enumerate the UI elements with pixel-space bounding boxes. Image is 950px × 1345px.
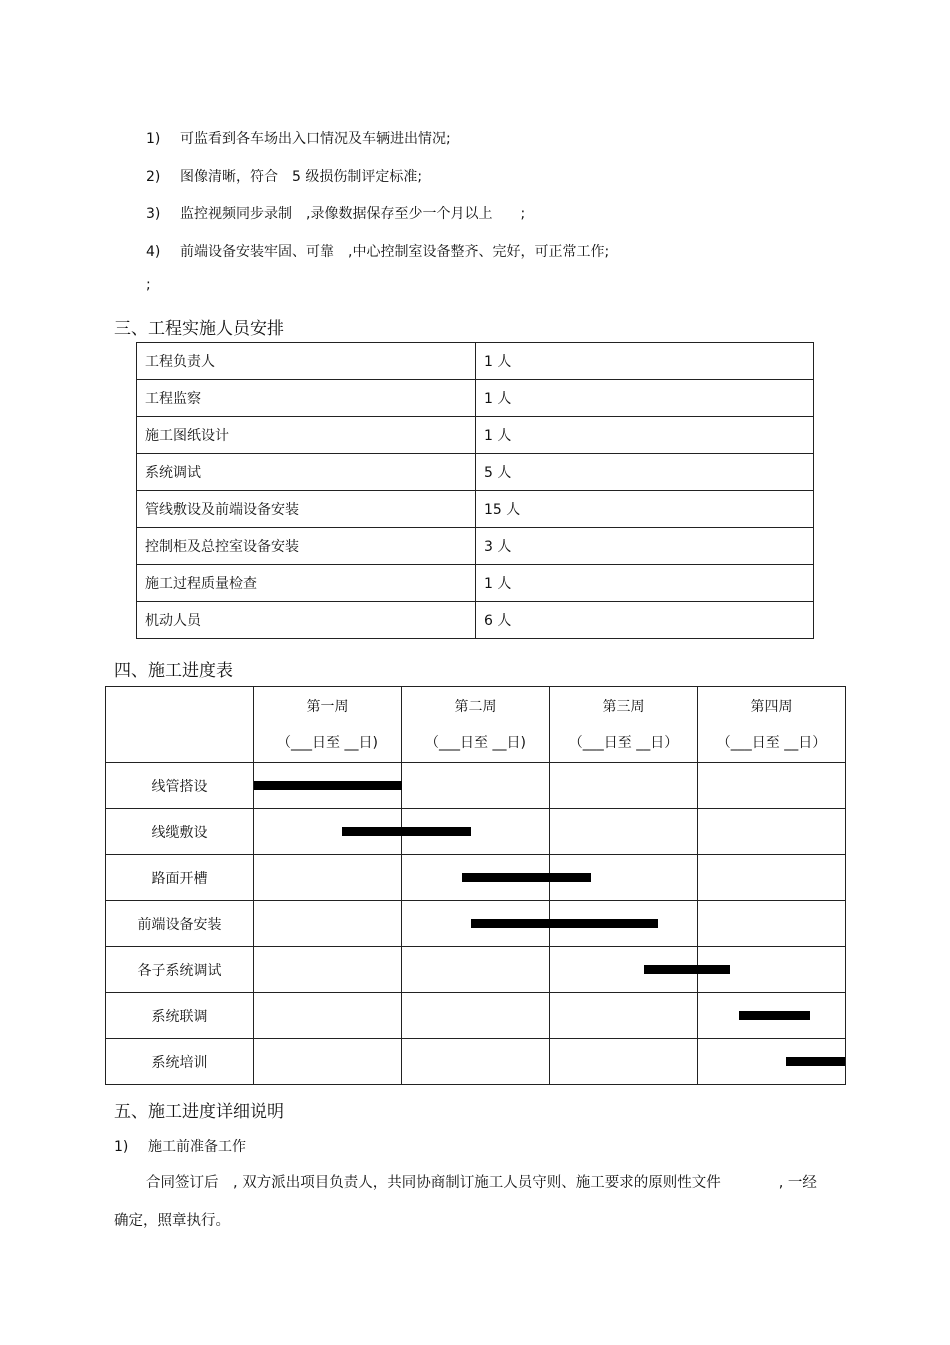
task-name-cell: 系统联调: [106, 993, 254, 1039]
week-3-header: [550, 687, 698, 763]
week-cell: [550, 993, 698, 1039]
staff-row: [137, 417, 814, 454]
staff-table: [136, 342, 814, 639]
staff-role-cell: 管线敷设及前端设备安装: [137, 491, 476, 528]
requirement-number: 4): [146, 244, 161, 260]
week-1-header: [254, 687, 402, 763]
task-name-cell: 线缆敷设: [106, 809, 254, 855]
week-cell: [254, 901, 402, 947]
requirement-item-3: [146, 203, 525, 223]
week-name: 第一周: [306, 698, 349, 715]
schedule-table: [105, 686, 846, 1085]
week-cell: [550, 809, 698, 855]
schedule-task-row: [106, 809, 846, 855]
staff-row: [137, 380, 814, 417]
gantt-bar: [462, 873, 591, 882]
task-name-cell: 前端设备安装: [106, 901, 254, 947]
staff-count-cell: 15 人: [476, 491, 814, 528]
gantt-bar: [342, 827, 471, 836]
subheading-number: 1): [114, 1139, 129, 1155]
staff-row: [137, 565, 814, 602]
requirement-item-4: [146, 241, 609, 261]
task-name-cell: 路面开槽: [106, 855, 254, 901]
week-range: （___日至 __日): [425, 734, 526, 751]
gantt-bar: [786, 1057, 845, 1066]
schedule-header-row: [106, 687, 846, 763]
schedule-task-row: [106, 947, 846, 993]
section5-heading: 五、施工进度详细说明: [114, 1102, 284, 1122]
week-cell: [254, 1039, 402, 1085]
week-name: 第二周: [454, 698, 497, 715]
week-cell: [698, 763, 846, 809]
week-range: （___日至 __日）: [716, 734, 827, 751]
stray-semicolon: ;: [146, 277, 151, 293]
week-cell: [550, 1039, 698, 1085]
section4-heading: 四、施工进度表: [114, 661, 233, 681]
week-cell: [550, 763, 698, 809]
week-cell: [402, 947, 550, 993]
week-cell: [402, 1039, 550, 1085]
staff-row: [137, 491, 814, 528]
requirement-text: 前端设备安装牢固、可靠 ,中心控制室设备整齐、完好，可正常工作;: [180, 244, 610, 260]
staff-role-cell: 施工图纸设计: [137, 417, 476, 454]
week-name: 第三周: [602, 698, 645, 715]
gantt-bar: [254, 781, 402, 790]
week-4-header: [698, 687, 846, 763]
gantt-bar: [739, 1011, 810, 1020]
requirement-item-2: [146, 166, 422, 186]
section5-subheading: [114, 1136, 246, 1156]
week-cell: [402, 993, 550, 1039]
staff-count-cell: 1 人: [476, 417, 814, 454]
staff-count-cell: 1 人: [476, 380, 814, 417]
requirement-number: 1): [146, 131, 161, 147]
staff-role-cell: 工程负责人: [137, 343, 476, 380]
staff-role-cell: 施工过程质量检查: [137, 565, 476, 602]
week-range: （___日至 __日）: [568, 734, 679, 751]
staff-count-cell: 1 人: [476, 343, 814, 380]
task-name-cell: 线管搭设: [106, 763, 254, 809]
week-cell: [402, 763, 550, 809]
requirement-number: 3): [146, 206, 161, 222]
staff-role-cell: 工程监察: [137, 380, 476, 417]
schedule-corner-cell: [106, 687, 254, 763]
section3-heading: 三、工程实施人员安排: [114, 319, 284, 339]
week-cell: [698, 809, 846, 855]
schedule-task-row: [106, 993, 846, 1039]
staff-row: [137, 454, 814, 491]
subheading-text: 施工前准备工作: [148, 1139, 246, 1155]
requirement-text: 监控视频同步录制 ,录像数据保存至少一个月以上 ;: [180, 206, 526, 222]
requirement-number: 2): [146, 169, 161, 185]
staff-count-cell: 6 人: [476, 602, 814, 639]
task-name-cell: 系统培训: [106, 1039, 254, 1085]
week-name: 第四周: [750, 698, 793, 715]
staff-role-cell: 系统调试: [137, 454, 476, 491]
staff-count-cell: 1 人: [476, 565, 814, 602]
requirement-text: 可监看到各车场出入口情况及车辆进出情况;: [180, 131, 451, 147]
task-name-cell: 各子系统调试: [106, 947, 254, 993]
section5-paragraph-line2: 确定，照章执行。: [114, 1213, 230, 1229]
staff-count-cell: 3 人: [476, 528, 814, 565]
week-cell: [254, 947, 402, 993]
schedule-task-row: [106, 763, 846, 809]
week-cell: [698, 855, 846, 901]
staff-row: [137, 602, 814, 639]
requirement-text: 图像清晰，符合 5 级损伤制评定标准;: [180, 169, 423, 185]
section5-paragraph-line1: 合同签订后 , 双方派出项目负责人，共同协商制订施工人员守则、施工要求的原则性文件 , 一经: [146, 1175, 817, 1191]
week-cell: [698, 901, 846, 947]
staff-count-cell: 5 人: [476, 454, 814, 491]
staff-row: [137, 528, 814, 565]
gantt-bar: [644, 965, 730, 974]
week-range: （___日至 __日): [277, 734, 378, 751]
week-2-header: [402, 687, 550, 763]
staff-row: [137, 343, 814, 380]
schedule-task-row: [106, 1039, 846, 1085]
gantt-bar: [471, 919, 657, 928]
staff-role-cell: 机动人员: [137, 602, 476, 639]
staff-role-cell: 控制柜及总控室设备安装: [137, 528, 476, 565]
requirement-item-1: [146, 128, 451, 148]
week-cell: [254, 855, 402, 901]
week-cell: [254, 993, 402, 1039]
